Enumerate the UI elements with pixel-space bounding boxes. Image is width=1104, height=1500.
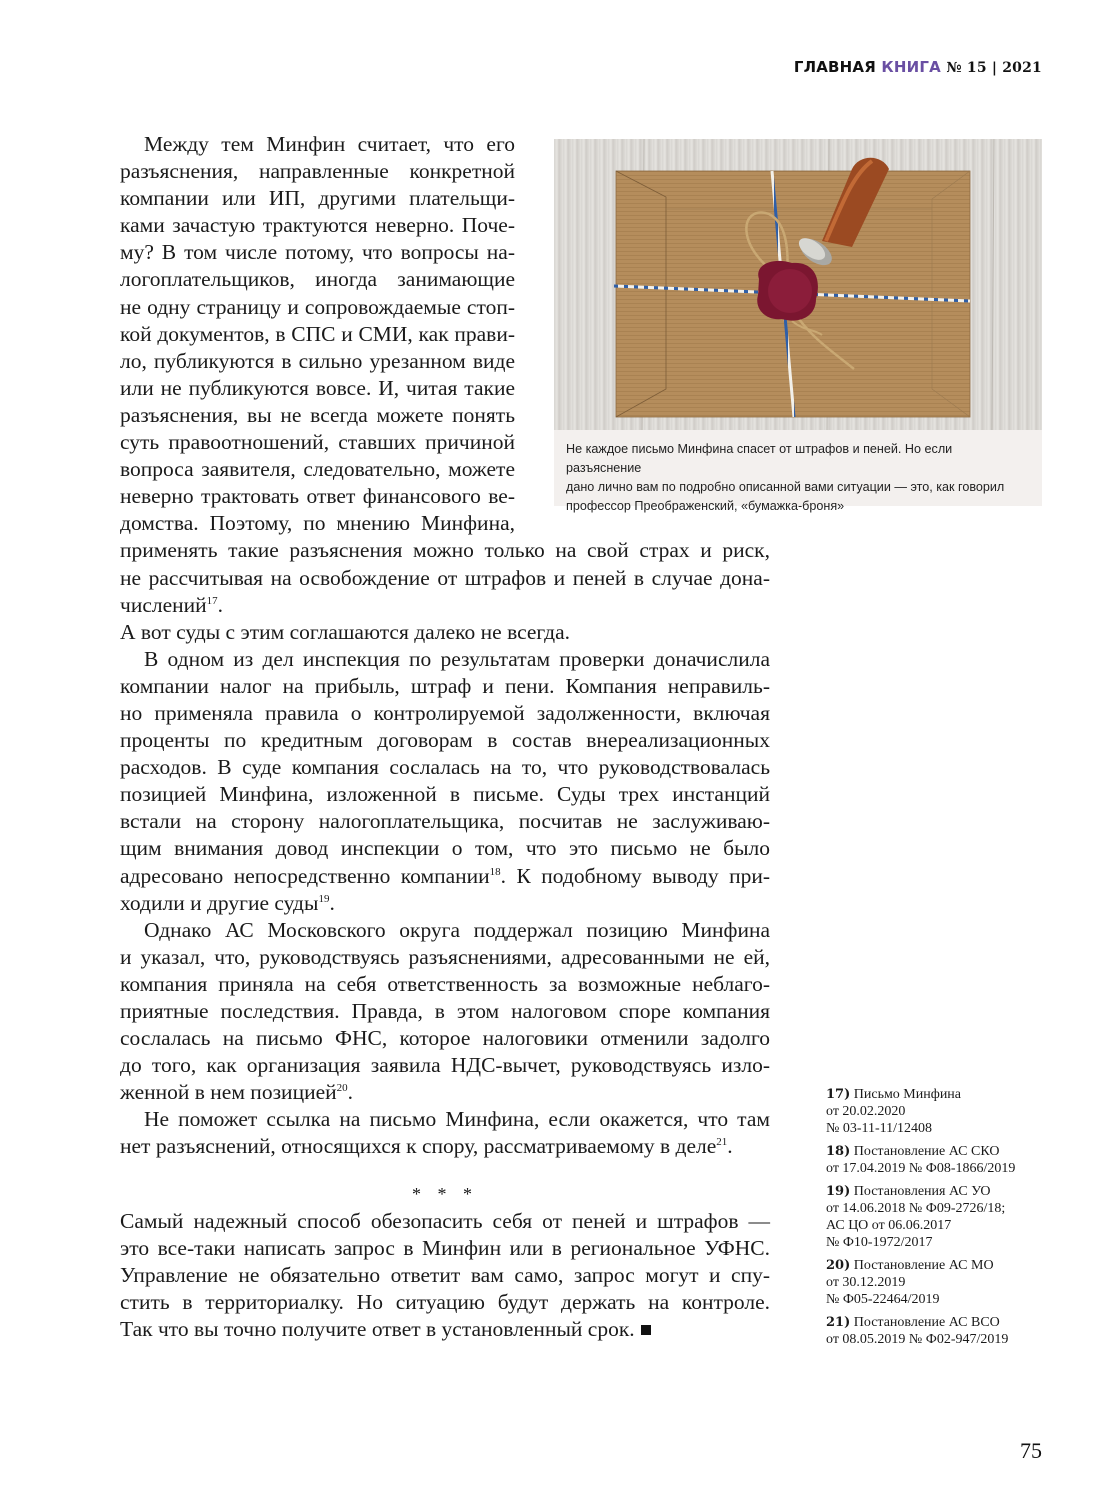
text-line: Однако АС Московского округа поддержал позицию Минфина: [144, 917, 770, 942]
text-line: щим внимания довод инспекции о том, что это письмо не было: [120, 836, 770, 861]
caption-line: профессор Преображенский, «бумажка-броня»: [566, 499, 845, 513]
text-line: сослалась на письмо ФНС, которое налоговики отменили задолго: [120, 1026, 770, 1051]
text-line: Так что вы точно получите ответ в установленный срок.: [120, 1316, 770, 1343]
text-line: суть правоотношений, ставших причиной: [120, 430, 515, 455]
footnote-ref-21[interactable]: 21: [716, 1136, 728, 1149]
text-line: Между тем Минфин считает, что его: [144, 132, 515, 156]
footnote-21: 21) Постановление АС ВСО от 08.05.2019 № Ф02-947/2019: [826, 1315, 1009, 1347]
text-line: неверно трактовать ответ финансового ве-: [120, 484, 515, 509]
footnote-17: 17) Письмо Минфина от 20.02.2020 № 03-11-11/12408: [826, 1087, 962, 1136]
text-line: разъяснения, направленные конкретной: [120, 159, 515, 184]
text-line: вопроса заявителя, следовательно, можете: [120, 457, 515, 482]
text-line: домства. Поэтому, по мнению Минфина,: [120, 511, 515, 536]
section-separator: * * *: [412, 1183, 478, 1204]
footnote-19: 19) Постановления АС УО от 14.06.2018 № Ф09-2726/18; АС ЦО от 06.06.2017 № Ф10-1972/2017: [826, 1184, 1006, 1250]
text-line: компания приняла на себя ответственность за возможные неблаго-: [120, 971, 770, 996]
text-line: логоплательщиков, иногда занимающие: [120, 267, 515, 292]
text-line: адресовано непосредственно компании$^{18}$. К подобному выводу при-: [120, 863, 770, 888]
caption-line: Не каждое письмо Минфина спасет от штрафов и пеней. Но если разъяснение: [566, 442, 953, 475]
paragraph-courts: [120, 619, 770, 646]
text-line: А вот суды с этим соглашаются далеко не всегда.: [120, 619, 571, 644]
text-line: нет разъяснений, относящихся к спору, рассматриваемому в деле$^{21}$.: [120, 1134, 733, 1159]
footnote-ref-19[interactable]: 19: [318, 892, 330, 905]
caption-line: дано лично вам по подробно описанной вами ситуации — это, как говорил: [566, 480, 1005, 494]
text-line: и указал, что, руководствуясь разъяснениями, адресованными не ей,: [120, 944, 770, 969]
masthead: [794, 58, 1042, 76]
text-line: В одном из дел инспекция по результатам проверки доначислила: [144, 646, 770, 671]
text-line: разъяснения, вы не всегда можете понять: [120, 402, 515, 427]
text-line: или не публикуются вовсе. И, читая такие: [120, 375, 515, 400]
text-line: расходов. В суде компания сослалась на то, что руководствовалась: [120, 755, 770, 780]
text-line: му? В том числе потому, что вопросы на-: [120, 240, 515, 265]
text-line: применять такие разъяснения можно только на свой страх и риск,: [120, 538, 770, 563]
footnote-ref-17[interactable]: 17: [206, 594, 218, 607]
article-body-lines: [120, 131, 770, 1343]
footnote-18: 18) Постановление АС СКО от 17.04.2019 № Ф08-1866/2019: [826, 1144, 1016, 1176]
text-line: это все-таки написать запрос в Минфин или в региональное УФНС.: [120, 1235, 770, 1260]
footnotes: [826, 1086, 1056, 1354]
brand-name-accent: КНИГА: [881, 58, 941, 76]
footnote-ref-18[interactable]: 18: [489, 865, 501, 878]
text-line: проценты по кредитным договорам в состав внереализационных: [120, 728, 770, 753]
page-number: 75: [1020, 1438, 1042, 1463]
text-line: компании или ИП, другими плательщи-: [120, 186, 515, 211]
text-line: ло, публикуются в сильно урезанном виде: [120, 348, 515, 373]
text-line: ходили и другие суды$^{19}$.: [120, 890, 335, 915]
text-line: кой документов, в СПС и СМИ, как прави-: [120, 321, 515, 346]
text-line: до того, как организация заявила НДС-вычет, руководствуясь изло-: [120, 1053, 770, 1078]
text-line: не рассчитывая на освобождение от штрафов и пеней в случае дона-: [120, 565, 770, 590]
text-line: позицией Минфина, изложенной в письме. Суды трех инстанций: [120, 782, 770, 807]
text-line: Управление не обязательно ответит вам само, запрос могут и спу-: [120, 1262, 770, 1287]
footnote-ref-20[interactable]: 20: [336, 1082, 348, 1095]
brand-name: ГЛАВНАЯ: [793, 58, 876, 76]
issue-number: № 15 | 2021: [946, 60, 1042, 76]
text-line: приятные последствия. Правда, в этом налоговом споре компания: [120, 999, 770, 1023]
text-line: но применяла правила о контролируемой задолженности, включая: [120, 700, 770, 725]
footnote-20: 20) Постановление АС МО от 30.12.2019 № Ф05-22464/2019: [826, 1258, 994, 1307]
text-line: встали на сторону налогоплательщика, посчитав не заслуживаю-: [120, 809, 770, 834]
text-line: не одну страницу и сопровождаемые стоп-: [120, 294, 515, 319]
text-line: числений$^{17}$.: [120, 592, 224, 617]
text-line: женной в нем позицией$^{20}$.: [120, 1080, 354, 1105]
text-line: ками зачастую трактуются неверно. Поче-: [120, 213, 515, 238]
text-line: Не поможет ссылка на письмо Минфина, если окажется, что там: [144, 1107, 770, 1132]
text-line: стить в территориалку. Но ситуацию будут держать на контроле.: [120, 1289, 770, 1314]
end-of-article-icon: [641, 1325, 651, 1335]
text-line: Самый надежный способ обезопасить себя от пеней и штрафов —: [120, 1208, 770, 1233]
text-line: компании налог на прибыль, штраф и пени. Компания неправиль-: [120, 673, 770, 698]
